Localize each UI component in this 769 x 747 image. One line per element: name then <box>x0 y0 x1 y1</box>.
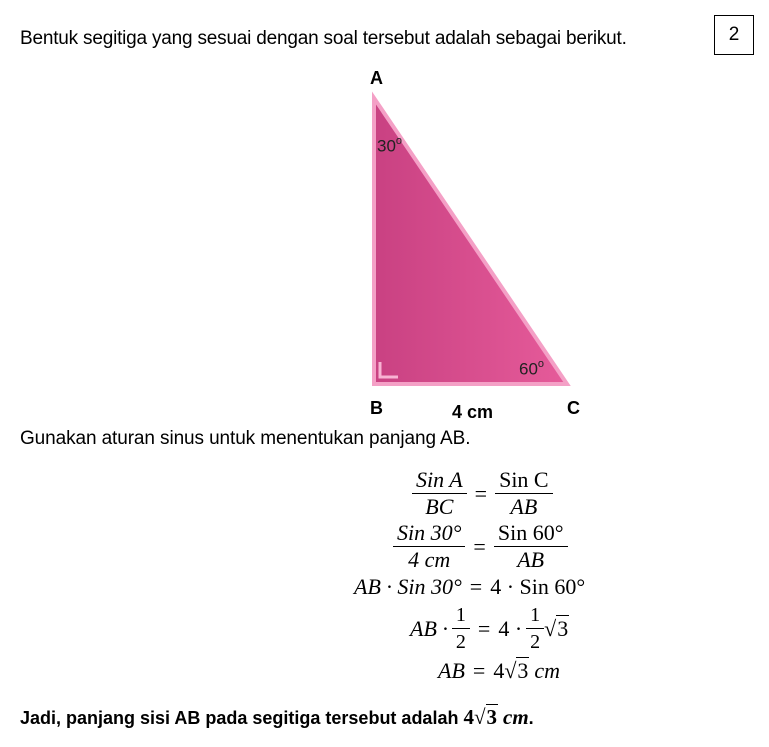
equation-step-3: AB · Sin 30° = 4 · Sin 60° <box>354 574 586 599</box>
question-number-box <box>714 15 754 55</box>
conclusion-text: Jadi, panjang sisi AB pada segitiga tersebut adalah 4√3 cm. <box>20 705 534 729</box>
rule-text: Gunakan aturan sinus untuk menentukan panjang AB. <box>20 428 471 449</box>
intro-text: Bentuk segitiga yang sesuai dengan soal tersebut adalah sebagai berikut. <box>20 28 627 49</box>
equation-step-4: AB · $\frac{1}{2}$ = 4 · $\frac{1}{2}$ √3 <box>410 604 569 653</box>
angle-c-label: 60$^o$ <box>519 358 545 379</box>
vertex-label-c: C <box>567 398 580 418</box>
equation-step-1: $\frac{\text{Sin A}}{BC}$ = $\frac{\text{Sin C}}{AB}$ <box>412 467 553 520</box>
side-bc-label: 4 cm <box>452 402 494 422</box>
triangle-shape <box>360 60 600 430</box>
vertex-label-a: A <box>370 68 383 88</box>
equation-step-5: AB = 4 √3 cm <box>438 658 561 683</box>
equation-step-2: $\frac{\text{Sin 30°}}{4 cm}$ = $\frac{\text{Sin 60°}}{AB}$ <box>393 520 568 573</box>
angle-a-label: 30$^o$ <box>377 135 403 156</box>
vertex-label-b: B <box>370 398 383 418</box>
question-number: 2 <box>728 24 740 45</box>
triangle-figure <box>360 60 600 430</box>
